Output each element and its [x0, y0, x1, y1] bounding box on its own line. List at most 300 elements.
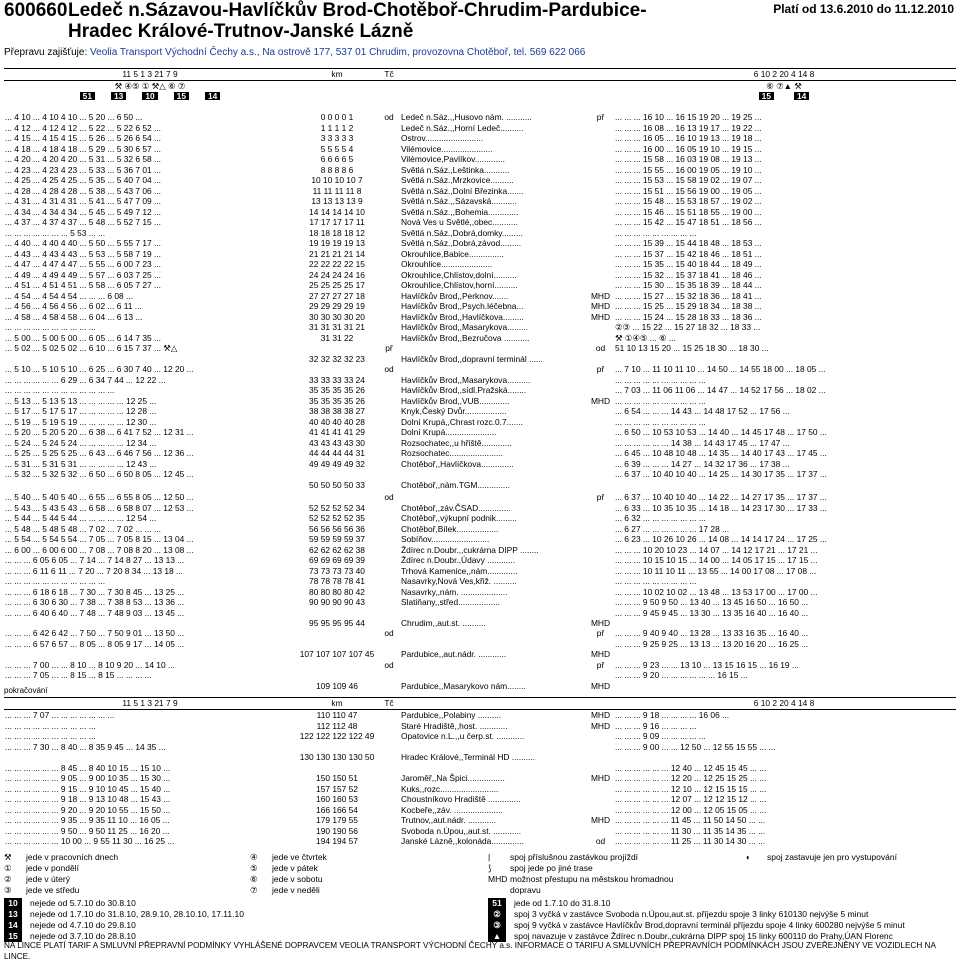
legend-text: jede ve čtvrtek	[272, 852, 327, 862]
stop-name: Havlíčkův Brod,,Masarykova..........	[401, 374, 531, 385]
stop-mark	[587, 175, 614, 186]
times-left: ... 5 19 ... 5 19 5 19 ... ... ... ... ... 12 30 ...	[5, 416, 157, 427]
times-left	[4, 649, 296, 660]
times-left: ... 5 20 ... 5 20 5 20 ... 6 38 ... 6 41 7 52 ... 12 31 ...	[5, 427, 194, 438]
trains-right: 6 10 2 20 4 14 8	[612, 69, 956, 81]
stop-mark: př	[596, 492, 605, 503]
stop-name: Knyk,Český Dvůr..................	[401, 406, 507, 417]
stop-mark: MHD	[590, 649, 611, 660]
times-right: ... ... ... 16 00 ... 16 05 19 10 ... 19 15 ...	[615, 143, 762, 154]
tc-empty	[378, 91, 400, 102]
stop-name: Opatovice n.L.,,u čerp.st. ............	[401, 731, 525, 742]
km-values: 59 59 59 59 37	[309, 534, 365, 545]
km-values: 52 52 52 52 34	[309, 502, 365, 513]
km-values: 27 27 27 27 18	[309, 290, 365, 301]
legend-row	[745, 852, 897, 863]
table-row	[4, 763, 956, 774]
times-left: ... ... ... ... ... ... 9 05 ... 9 00 10 35 ... 15 30 ...	[5, 773, 171, 784]
times-left: ... 4 34 ... 4 34 4 34 ... 5 45 ... 5 49 7 12 ...	[5, 206, 161, 217]
times-left: ... ... ... 6 40 6 40 ... 7 48 ... 7 48 9 03 ... 13 45 ...	[5, 607, 185, 618]
legend-symbol: ①	[4, 863, 12, 873]
table-row	[4, 587, 956, 598]
times-left: ... ... ... ... ... ... 8 45 ... 8 40 10 15 ... 15 10 ...	[5, 762, 171, 773]
times-left: ... 4 31 ... 4 31 4 31 ... 5 41 ... 5 47 7 09 ...	[5, 196, 161, 207]
times-left: ... 5 25 ... 5 25 5 25 ... 6 43 ... 6 46 7 56 ... 12 36 ...	[5, 448, 194, 459]
km-values: 22 22 22 22 15	[309, 259, 365, 270]
table-row	[4, 545, 956, 556]
stop-mark	[587, 763, 614, 774]
stop-name: Světlá n.Sáz.,Dobrá,závod.........	[401, 238, 522, 249]
table-row	[4, 312, 956, 323]
stop-mark: př	[596, 628, 605, 639]
times-left: ... ... ... ... ... ... 6 29 ... 6 34 7 44 ... 12 22 ...	[5, 374, 166, 385]
times-right: ... ... ... 16 10 ... 16 15 19 20 ... 19 25 ...	[615, 112, 762, 123]
legend-symbol: ⟆	[488, 863, 492, 873]
stop-name: Okrouhlice,Chlístov,dolní..........	[401, 269, 517, 280]
tc-marker	[378, 123, 400, 134]
stop-name: Pardubice,,aut.nádr. ............	[401, 649, 507, 660]
times-left: ... ... ... 6 57 6 57 ... 8 05 ... 8 05 9 17 ... 14 05 ...	[5, 638, 185, 649]
table-row	[4, 322, 956, 333]
tc-marker	[378, 524, 400, 535]
stop-mark: MHD	[590, 720, 611, 731]
stop-mark	[587, 480, 614, 491]
table-row	[4, 524, 956, 535]
note-row	[4, 920, 244, 931]
tc-marker	[378, 165, 400, 176]
tc-marker: od	[384, 364, 394, 375]
box-left-1: 13	[111, 92, 126, 100]
stop-name: Sobíňov.........................	[401, 534, 490, 545]
tc-marker	[378, 826, 400, 837]
km-values: 122 122 122 122 49	[299, 731, 375, 742]
stop-name: Ledeč n.Sáz.,,Husovo nám. ...........	[401, 112, 532, 123]
times-right: ... ... ... 15 39 ... 15 44 18 48 ... 18 53 ...	[615, 238, 762, 249]
note-row	[488, 909, 905, 920]
tc-marker	[378, 763, 400, 774]
note-text: nejede od 3.7.10 do 28.8.10	[30, 931, 136, 941]
times-left: ... 5 48 ... 5 48 5 48 ... 7 02 ... 7 02 ... ... ...	[5, 523, 161, 534]
stop-mark	[587, 587, 614, 598]
stop-mark	[587, 322, 614, 333]
table-row	[4, 144, 956, 155]
table-row	[4, 238, 956, 249]
tc-empty	[378, 80, 400, 91]
km-values	[296, 364, 378, 375]
times-left: ... ... ... 6 30 6 30 ... 7 38 ... 7 38 8 53 ... 13 36 ...	[5, 597, 185, 608]
km-values: 112 112 48	[316, 720, 358, 731]
tc-marker	[378, 681, 400, 692]
tc-marker	[378, 555, 400, 566]
table-row	[4, 794, 956, 805]
note-row	[4, 898, 244, 909]
legend-symbol: ②	[4, 874, 12, 884]
table-row	[4, 438, 956, 449]
tc-marker: od	[384, 628, 394, 639]
times-right	[614, 681, 956, 692]
legend-symbol: ③	[4, 885, 12, 895]
km-values	[296, 469, 378, 480]
carrier-line	[4, 47, 585, 58]
times-right: ... 6 37 ... 10 40 10 40 ... 14 22 ... 14 27 17 35 ... 17 37 ...	[615, 492, 827, 503]
km-values: 160 160 53	[316, 794, 358, 805]
times-left: ... 4 23 ... 4 23 4 23 ... 5 33 ... 5 36 7 01 ...	[5, 164, 161, 175]
stop-name: Slatiňany,,střed..................	[401, 597, 500, 608]
times-left: ... 5 43 ... 5 43 5 43 ... 6 58 ... 6 58 8 07 ... 12 53 ...	[5, 502, 194, 513]
stop-name: Rozsochatec.......................	[401, 448, 503, 459]
km-values: 62 62 62 62 38	[309, 544, 365, 555]
stop-mark	[587, 566, 614, 577]
stop-name: Světlá n.Sáz.,,Sázavská...........	[401, 196, 517, 207]
table-row	[4, 280, 956, 291]
stop-mark	[587, 417, 614, 428]
box-left-0: 51	[80, 92, 95, 100]
stop-mark	[587, 469, 614, 480]
tc-marker	[378, 618, 400, 629]
note-box: ▲	[488, 931, 506, 942]
table-row	[4, 270, 956, 281]
stop-name: Okrouhlice,Babice...............	[401, 248, 504, 259]
table-row	[4, 670, 956, 681]
km-values	[296, 608, 378, 619]
stop-mark	[587, 438, 614, 449]
km-values: 35 35 35 35 26	[309, 395, 365, 406]
stop-name: Chotěboř,,Havlíčkova..............	[401, 458, 514, 469]
km-values: 50 50 50 50 33	[309, 479, 365, 490]
table-row	[4, 784, 956, 795]
table-row	[4, 448, 956, 459]
tc-marker	[378, 587, 400, 598]
trains-right: 6 10 2 20 4 14 8	[612, 698, 956, 710]
table-row	[4, 228, 956, 239]
note-box: ③	[488, 920, 506, 931]
stop-name: Havlíčkův Brod,,dopravní terminál ......	[401, 353, 543, 364]
table-row	[4, 406, 956, 417]
box-left-3: 15	[174, 92, 189, 100]
stop-name	[400, 628, 587, 639]
tc-marker	[378, 752, 400, 763]
stop-name: Pardubice,,Masarykovo nám........	[401, 680, 526, 691]
table-row	[4, 385, 956, 396]
tc-marker	[378, 196, 400, 207]
stop-name: Ledeč n.Sáz.,,Horní Ledeč..........	[401, 122, 524, 133]
km-values: 44 44 44 44 31	[309, 448, 365, 459]
times-left: ... 4 37 ... 4 37 4 37 ... 5 48 ... 5 52 7 15 ...	[5, 217, 161, 228]
times-left: ... 4 15 ... 4 15 4 15 ... 5 26 ... 5 26 6 54 ...	[5, 133, 161, 144]
stop-mark: MHD	[590, 710, 611, 721]
table-row	[4, 555, 956, 566]
stop-name: Okrouhlice......................	[401, 259, 493, 270]
km-values: 21 21 21 21 14	[309, 248, 365, 259]
stop-name: Vilémovice,Pavlíkov.............	[401, 154, 505, 165]
km-values: 166 166 54	[316, 804, 358, 815]
legend-symbol: ⚒	[4, 852, 12, 862]
legend-text: jede ve středu	[26, 885, 80, 895]
stop-mark	[587, 784, 614, 795]
box-row	[4, 91, 956, 102]
stop-mark: MHD	[590, 311, 611, 322]
km-values	[296, 639, 378, 650]
stop-name: Chotěboř,Bílek..................	[401, 523, 499, 534]
times-left: ... ... ... ... ... ... 9 18 ... 9 13 10 48 ... 15 43 ...	[5, 794, 171, 805]
table-row	[4, 291, 956, 302]
stop-name: Nasavrky,Nová Ves,křiž. ..........	[401, 576, 517, 587]
km-values: 56 56 56 56 36	[309, 523, 365, 534]
legend-text: jede v pracovních dnech	[26, 852, 119, 862]
timetable-continuation	[4, 710, 956, 847]
tc-marker	[378, 186, 400, 197]
note-box: ②	[488, 909, 506, 920]
stop-name	[400, 469, 587, 480]
stop-mark	[587, 513, 614, 524]
stop-name: Dolní Krupá......................	[401, 427, 497, 438]
km-values: 40 40 40 40 28	[309, 416, 365, 427]
times-right	[614, 649, 956, 660]
table-row	[4, 133, 956, 144]
km-values: 69 69 69 69 39	[309, 555, 365, 566]
km-values: 52 52 52 52 35	[309, 513, 365, 524]
stop-mark	[587, 249, 614, 260]
table-row	[4, 427, 956, 438]
times-left: ... 4 54 ... 4 54 4 54 ... ... ... 6 08 ...	[5, 290, 134, 301]
legend-row	[4, 885, 118, 896]
stop-mark: MHD	[590, 395, 611, 406]
times-left	[4, 480, 296, 491]
table-row	[4, 660, 956, 671]
table-row	[4, 710, 956, 721]
times-left: ... 4 20 ... 4 20 4 20 ... 5 31 ... 5 32 6 58 ...	[5, 154, 161, 165]
times-left: ... 5 10 ... 5 10 5 10 ... 6 25 ... 6 30 7 40 ... 12 20 ...	[5, 364, 194, 375]
table-row	[4, 364, 956, 375]
stop-name: Chotěboř,,výkupní podnik.........	[401, 513, 517, 524]
legend-text: spoj příslušnou zastávkou projíždí	[510, 852, 639, 862]
times-right: ... ... ... 15 27 ... 15 32 18 36 ... 18 41 ...	[615, 290, 762, 301]
km-values: 78 78 78 78 41	[309, 576, 365, 587]
stop-mark	[587, 427, 614, 438]
tc-marker	[378, 836, 400, 847]
times-left: ... ... ... ... ... ... ... 5 53 ... ...	[5, 227, 106, 238]
km-values: 80 80 80 80 42	[309, 586, 365, 597]
times-right: ... ... ... ... ... ... ... ... ... ...	[615, 374, 706, 385]
validity: Platí od 13.6.2010 do 11.12.2010	[773, 2, 954, 16]
table-row	[4, 469, 956, 480]
times-right: ... ... ... 10 15 10 15 ... 14 00 ... 14 05 17 15 ... 17 15 ...	[615, 555, 818, 566]
tc-marker	[378, 459, 400, 470]
stop-name: Světlá n.Sáz.,,Bohemia.............	[401, 206, 519, 217]
tc-marker	[378, 438, 400, 449]
legend-row	[250, 874, 327, 885]
note-text: spoj 3 vyčká v zastávce Svoboda n.Úpou,aut.st. příjezdu spoje 3 linky 610130 nejvýše 5 minut	[514, 909, 869, 919]
tc-marker: od	[384, 112, 394, 123]
km-values: 130 130 130 130 50	[299, 752, 375, 763]
stop-mark	[587, 280, 614, 291]
times-right: ... ... ... 16 08 ... 16 13 19 17 ... 19 22 ...	[615, 122, 762, 133]
stop-name: Ždírec n.Doubr.,,cukrárna DIPP ........	[401, 544, 539, 555]
stop-mark	[587, 196, 614, 207]
timetable-section-4	[4, 628, 956, 691]
times-left	[4, 354, 296, 365]
tc-marker	[378, 144, 400, 155]
tc-marker	[378, 238, 400, 249]
stop-name: Ostrov.........................	[401, 133, 484, 144]
footer-note: NA LINCE PLATÍ TARIF A SMLUVNÍ PŘEPRAVNÍ PODMÍNKY VYHLÁŠENÉ DOPRAVCEM VEOLIA TRANSPORT VÝCHODNÍ ČECHY a.s. INFORMACE O TARIFU A SMLUVNÍCH PŘEPRAVNÍCH PODMÍNKÁCH JSOU ZVEŘEJNĚNY VE VOZIDLECH NA LINCE.	[4, 941, 936, 961]
times-left: ... ... ... 7 00 ... ... 8 10 ... 8 10 9 20 ... 14 10 ...	[5, 659, 175, 670]
km-label: km	[296, 69, 378, 81]
legend-symbol: ④	[250, 852, 258, 862]
km-values: 90 90 90 90 43	[309, 597, 365, 608]
times-right: ... 6 23 ... 10 26 10 26 ... 14 08 ... 14 14 17 24 ... 17 25 ...	[615, 534, 827, 545]
km-values: 8 8 8 8 6	[320, 164, 354, 175]
times-left: ... 6 00 ... 6 00 6 00 ... 7 08 ... 7 08 8 20 ... 13 08 ...	[5, 544, 194, 555]
legend-row	[250, 885, 327, 896]
stop-name: Jaroměř,,Na Špici................	[401, 773, 505, 784]
times-right: ... ... ... 9 50 9 50 ... 13 40 ... 13 45 16 50 ... 16 50 ...	[615, 597, 809, 608]
km-values	[296, 660, 378, 671]
table-row	[4, 396, 956, 407]
stop-mark	[587, 545, 614, 556]
stop-mark: př	[596, 364, 605, 375]
times-left: ... ... ... ... ... ... ... ... ... ...	[5, 720, 96, 731]
km-values: 25 25 25 25 17	[309, 280, 365, 291]
trains-left: 11 5 1 3 21 7 9	[4, 69, 296, 81]
legend-symbol: ◖	[745, 852, 751, 862]
legend-text: jede v neděli	[272, 885, 320, 895]
tc-marker	[378, 731, 400, 742]
legend-text: spoj jede po jiné trase	[510, 863, 593, 873]
legend-symbol: ⑤	[250, 863, 258, 873]
table-row	[4, 207, 956, 218]
stop-name: Havlíčkův Brod,,Masarykova.........	[401, 322, 529, 333]
stop-mark	[587, 270, 614, 281]
times-right	[614, 752, 956, 763]
times-left: ... 5 31 ... 5 31 5 31 ... ... ... ... ... 12 43 ...	[5, 458, 157, 469]
stop-name: Světlá n.Sáz.,Dolní Březinka.......	[401, 185, 524, 196]
legend-text: spoj zastavuje jen pro vystupování	[767, 852, 897, 862]
tc-marker	[378, 566, 400, 577]
km-label: km	[296, 698, 378, 710]
km-values: 0 0 0 0 1	[320, 112, 354, 123]
stop-mark	[587, 154, 614, 165]
times-right: ... ... ... 15 48 ... 15 53 18 57 ... 19 02 ...	[615, 196, 762, 207]
table-row	[4, 721, 956, 732]
km-empty	[296, 80, 378, 91]
times-right: ... ... ... 15 46 ... 15 51 18 55 ... 19 00 ...	[615, 206, 762, 217]
tc-marker	[378, 469, 400, 480]
note-box: 10	[4, 898, 22, 909]
stop-mark: MHD	[590, 290, 611, 301]
km-values: 107 107 107 107 45	[299, 649, 375, 660]
km-values: 194 194 57	[316, 836, 358, 847]
stop-name	[400, 660, 587, 671]
legend-col-4	[745, 852, 897, 863]
tc-marker	[378, 270, 400, 281]
tc-marker	[378, 280, 400, 291]
times-left: ... 4 49 ... 4 49 4 49 ... 5 57 ... 6 03 7 25 ...	[5, 269, 161, 280]
tc-marker	[378, 207, 400, 218]
stop-name: Havlíčkův Brod,,Perknov.......	[401, 290, 509, 301]
table-row	[4, 259, 956, 270]
table-row	[4, 731, 956, 742]
km-values: 43 43 43 43 30	[309, 437, 365, 448]
table-row	[4, 773, 956, 784]
km-values: 29 29 29 29 19	[309, 301, 365, 312]
stop-name: Staré Hradiště,,host. ............	[401, 720, 508, 731]
tc-marker: od	[384, 659, 394, 670]
times-left: ... ... ... ... ... ... ... ... ... ... ... ...	[5, 385, 115, 396]
legend-row	[4, 852, 118, 863]
carrier-prefix: Přepravu zajišťuje:	[4, 47, 88, 58]
note-box: 14	[4, 920, 22, 931]
km-values: 31 31 22	[320, 332, 354, 343]
stop-name: Vilémovice......................	[401, 143, 493, 154]
times-right: ... ... ... 16 05 ... 16 10 19 13 ... 19 18 ...	[615, 133, 762, 144]
km-values	[296, 628, 378, 639]
tc-marker	[378, 154, 400, 165]
km-values: 17 17 17 17 11	[309, 217, 365, 228]
times-left: ... ... ... ... ... ... ... ... ... ...	[5, 322, 96, 333]
tc-marker	[378, 576, 400, 587]
table-row	[4, 333, 956, 344]
km-values: 14 14 14 14 10	[309, 206, 365, 217]
note-box: 13	[4, 909, 22, 920]
km-values: 32 32 32 32 23	[309, 353, 365, 364]
times-left: ... ... ... 6 18 6 18 ... 7 30 ... 7 30 8 45 ... 13 25 ...	[5, 586, 185, 597]
stop-mark	[587, 385, 614, 396]
note-row	[4, 909, 244, 920]
times-right: ... ... ... 9 00 ... ... 12 50 ... 12 55 15 55 ... ...	[615, 741, 776, 752]
table-row	[4, 503, 956, 514]
stop-name: Trhová Kamenice,,nám.............	[401, 565, 518, 576]
times-left: ... 4 51 ... 4 51 4 51 ... 5 58 ... 6 05 7 27 ...	[5, 280, 161, 291]
table-row	[4, 534, 956, 545]
km-values: 24 24 24 24 16	[309, 269, 365, 280]
stop-mark	[587, 608, 614, 619]
carrier-text: Veolia Transport Východní Čechy a.s., Na ostrově 177, 537 01 Chrudim, provozovna Chotěboř, tel. 569 622 066	[90, 47, 586, 58]
times-right: ... ... ... ... ... ... 11 30 ... 11 35 14 35 ... ...	[615, 825, 766, 836]
legend-col-1	[4, 852, 118, 896]
timetable-section-1	[4, 112, 956, 364]
times-left: ... 4 56 ... 4 56 4 56 ... 6 02 ... 6 11 ...	[5, 301, 142, 312]
legend-text: dopravu	[510, 885, 541, 895]
stop-mark	[587, 639, 614, 650]
legend-row	[488, 863, 673, 874]
km-values: 30 30 30 30 20	[309, 311, 365, 322]
stop-name: Havlíčkův Brod,,sídl.Pražská........	[401, 385, 527, 396]
table-row	[4, 752, 956, 763]
tc-marker	[378, 784, 400, 795]
stop-mark: od	[595, 343, 606, 354]
table-row	[4, 805, 956, 816]
train-number-row	[4, 69, 956, 81]
legend-row	[4, 863, 118, 874]
stop-mark	[587, 207, 614, 218]
stop-name: Nová Ves u Světlé,,obec...........	[401, 217, 518, 228]
stop-empty	[400, 91, 612, 102]
times-right: ... 7 03 ... 11 06 11 06 ... 14 47 ... 14 52 17 56 ... 18 02 ...	[615, 385, 826, 396]
table-row	[4, 742, 956, 753]
times-left: ... 5 40 ... 5 40 5 40 ... 6 55 ... 6 55 8 05 ... 12 50 ...	[5, 492, 194, 503]
stop-mark	[587, 354, 614, 365]
table-row	[4, 513, 956, 524]
stop-mark	[587, 406, 614, 417]
note-text: nejede od 1.7.10 do 31.8.10, 28.9.10, 28.10.10, 17.11.10	[30, 909, 244, 919]
stop-name	[400, 492, 587, 503]
times-right: ... ... ... 9 16 ... ... ... ...	[615, 720, 697, 731]
table-row	[4, 480, 956, 491]
timetable-section-3	[4, 492, 956, 629]
tc-marker	[378, 375, 400, 386]
times-left: ... 4 25 ... 4 25 4 25 ... 5 35 ... 5 40 7 04 ...	[5, 175, 161, 186]
